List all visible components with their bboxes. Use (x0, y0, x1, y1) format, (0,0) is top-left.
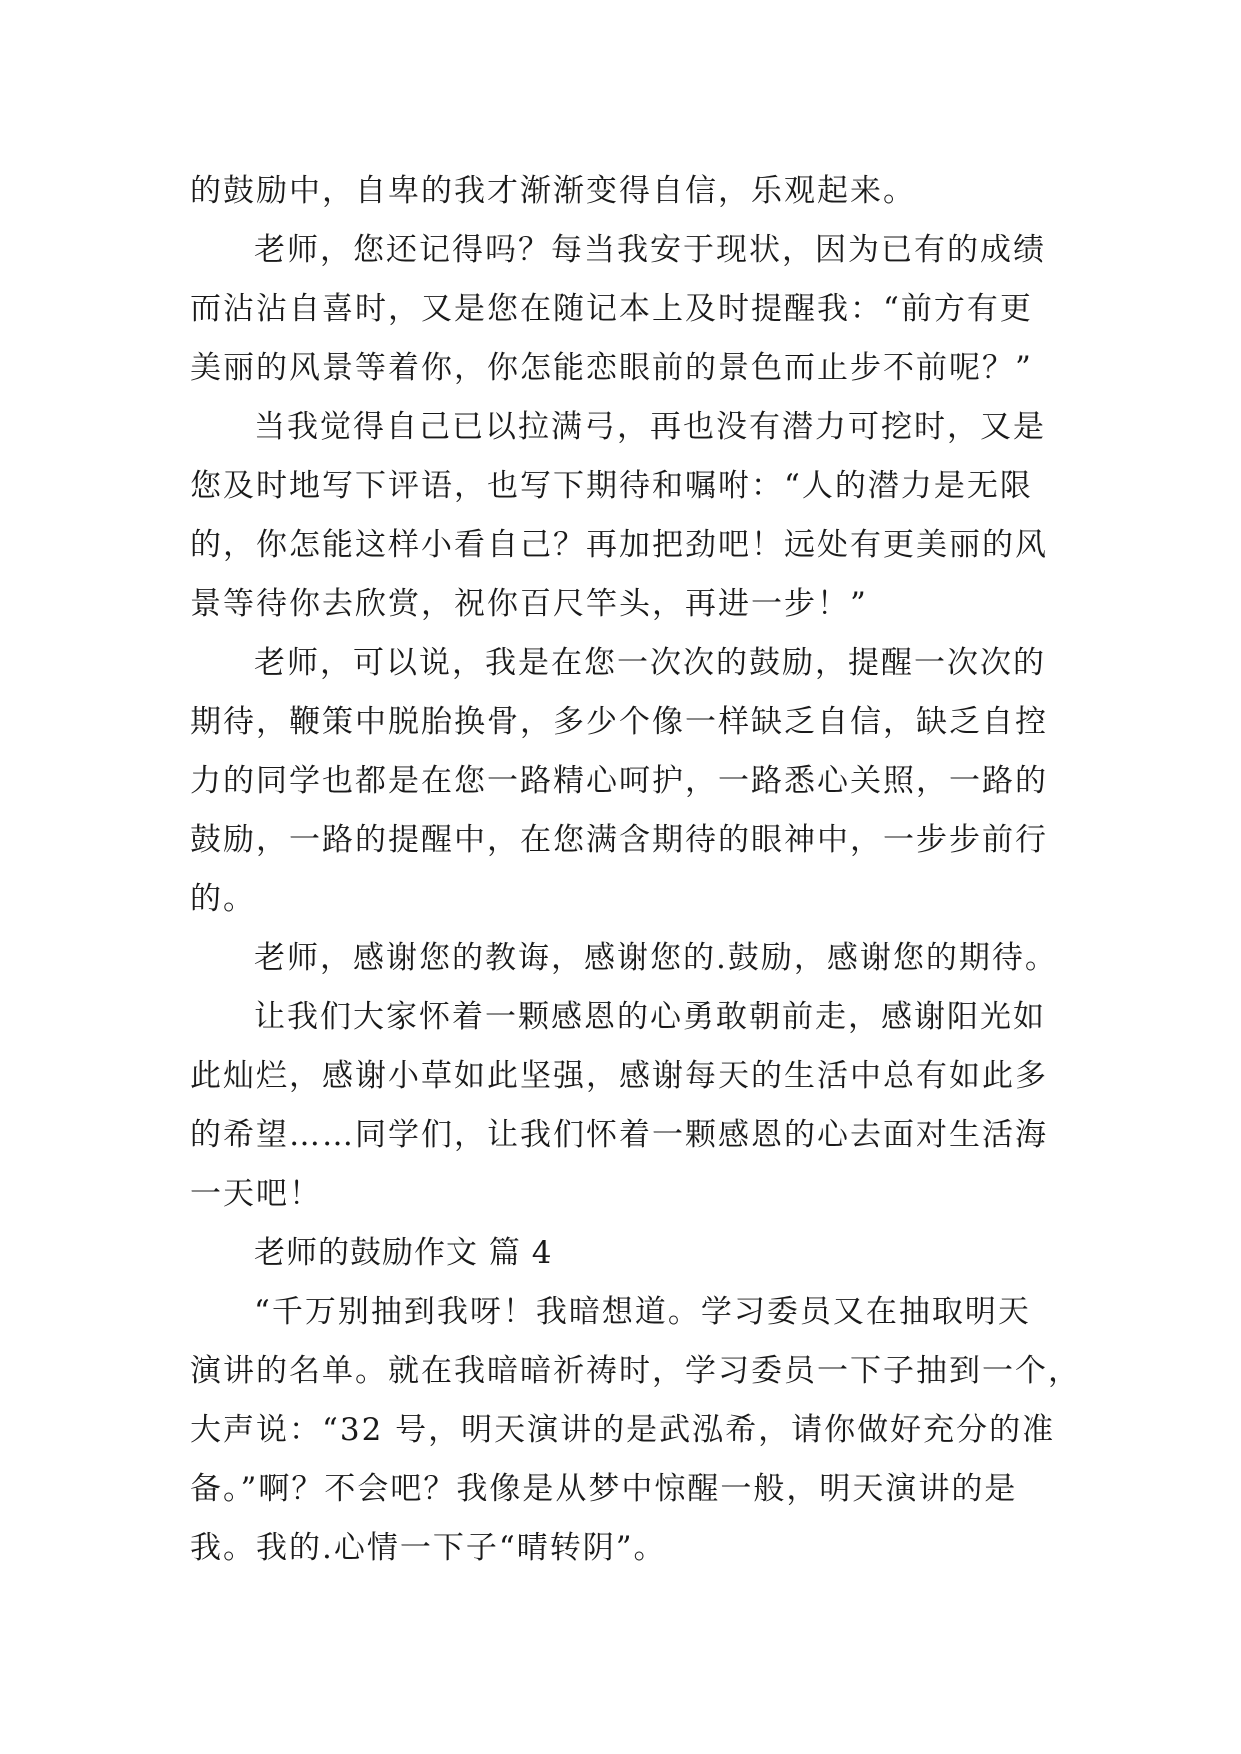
paragraph-line: 老师，您还记得吗？每当我安于现状，因为已有的成绩 (254, 232, 1046, 268)
article-body (190, 162, 1081, 1578)
paragraph-line: 一天吧！ (190, 1176, 322, 1212)
paragraph-line: 当我觉得自己已以拉满弓，再也没有潜力可挖时，又是 (254, 409, 1046, 445)
paragraph-line: 的鼓励中，自卑的我才渐渐变得自信，乐观起来。 (190, 173, 916, 209)
paragraph-line: 鼓励，一路的提醒中，在您满含期待的眼神中，一步步前行 (190, 822, 1048, 858)
paragraph-line: 此灿烂，感谢小草如此坚强，感谢每天的生活中总有如此多 (190, 1058, 1048, 1094)
paragraph-line: 的，你怎能这样小看自己？再加把劲吧！远处有更美丽的风 (190, 527, 1048, 563)
paragraph-line: 美丽的风景等着你，你怎能恋眼前的景色而止步不前呢？” (190, 350, 1033, 386)
paragraph-line: 老师，可以说，我是在您一次次的鼓励，提醒一次次的 (254, 645, 1046, 681)
paragraph-line: 让我们大家怀着一颗感恩的心勇敢朝前走，感谢阳光如 (254, 999, 1046, 1035)
section-heading: 老师的鼓励作文 篇 4 (254, 1235, 553, 1271)
paragraph-line: 景等待你去欣赏，祝你百尺竿头，再进一步！” (190, 586, 868, 622)
paragraph-line: 老师，感谢您的教诲，感谢您的.鼓励，感谢您的期待。 (254, 940, 1058, 976)
paragraph-line: 的希望……同学们，让我们怀着一颗感恩的心去面对生活海 (190, 1117, 1048, 1153)
paragraph-line: 期待，鞭策中脱胎换骨，多少个像一样缺乏自信，缺乏自控 (190, 704, 1048, 740)
paragraph-line: “千万别抽到我呀！我暗想道。学习委员又在抽取明天 (254, 1294, 1031, 1330)
paragraph-line: 您及时地写下评语，也写下期待和嘱咐：“人的潜力是无限 (190, 468, 1033, 504)
paragraph-line: 备。”啊？不会吧？我像是从梦中惊醒一般，明天演讲的是 (190, 1471, 1018, 1507)
paragraph-line: 而沾沾自喜时，又是您在随记本上及时提醒我：“前方有更 (190, 291, 1033, 327)
paragraph-line: 力的同学也都是在您一路精心呵护，一路悉心关照，一路的 (190, 763, 1048, 799)
paragraph-line: 的。 (190, 881, 256, 917)
paragraph-line: 我。我的.心情一下子“晴转阴”。 (190, 1530, 667, 1566)
paragraph-line: 大声说：“32 号，明天演讲的是武泓希，请你做好充分的准 (190, 1412, 1056, 1448)
paragraph-line: 演讲的名单。就在我暗暗祈祷时，学习委员一下子抽到一个， (190, 1353, 1081, 1389)
